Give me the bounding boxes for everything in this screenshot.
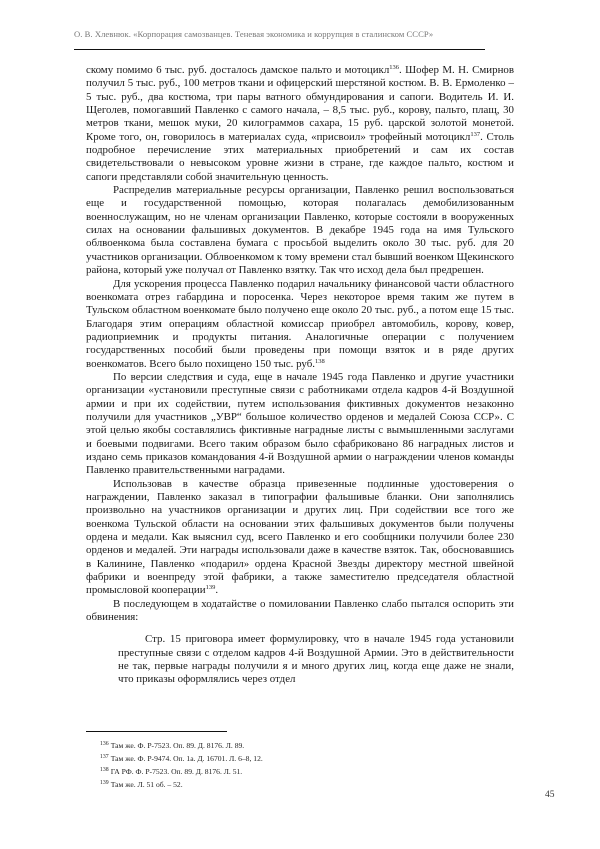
paragraph-3: Для ускорения процесса Павленко подарил начальнику финансовой части областного военкомата отрез габардина и поросенка. Через некоторое время таким же путем в Тульском областном военкомате было получено еще около 20 тыс. руб., а потом еще 15 тыс. Благодаря этим операциям областной комиссар приобрел автомобиль, корову, ковер, радиоприемник и продукты питания. Аналогичные операции с получением государственных пособий были проведены при помощи взяток и в ряде других военкоматов. Всего было похищено 150 тыс. руб.$^{138}$ bbox=[86, 277, 514, 370]
page-number: 45 bbox=[545, 790, 555, 800]
running-header: О. В. Хлевнюк. «Корпорация самозванцев. Теневая экономика и коррупция в сталинском СССР» bbox=[74, 29, 434, 39]
footnote-137: $^{137}$ Там же. Ф. Р-9474. Оп. 1а. Д. 16701. Л. 6–8, 12. bbox=[100, 753, 263, 763]
footnote-rule bbox=[86, 731, 227, 732]
paragraph-6: В последующем в ходатайстве о помиловании Павленко слабо пытался оспорить эти обвинения: bbox=[86, 597, 514, 624]
paragraph-1: скому помимо 6 тыс. руб. досталось дамское пальто и мотоцикл$^{136}$. Шофер М. Н. Смирнов получил 5 тыс. руб., 100 метров ткани и офицерский шерстяной костюм. В. В. Ермоленко – 5 тыс. руб., два костюма, три пары ватного обмундирования и сапоги. Водитель И. И. Щеголев, помогавший Павленко с самого начала, – 8,5 тыс. руб., корову, пальто, плащ, 30 метров ткани, мешок муки, 20 килограммов сахара, 15 руб. царской золотой монетой. Кроме того, он, говорилось в материалах суда, «присвоил» трофейный мотоцикл$^{137}$. Столь подробное перечисление этих материальных приобретений и сам их состав свидетельствовали о невысоком уровне жизни в стране, где каждое пальто, костюм и сапоги представляли собой значительную ценность. bbox=[86, 64, 514, 183]
header-rule bbox=[74, 49, 485, 50]
footnote-ref-138[interactable]: 138 bbox=[314, 357, 325, 365]
footnote-136: $^{136}$ Там же. Ф. Р-7523. Оп. 89. Д. 8176. Л. 89. bbox=[100, 741, 245, 750]
footnotes bbox=[100, 740, 263, 792]
paragraph-2: Распределив материальные ресурсы организации, Павленко решил воспользоваться еще и государственной помощью, которая полагалась демобилизованным военнослужащим, но не членам организации Павленко, которые состояли в вооруженных силах на основании фальшивых документов. В декабре 1945 года на имя Тульского облвоенкома была составлена бумага с просьбой выделить около 30 тыс. руб. для 20 участников организации. Облвоенкомом к тому времени стал бывший военком Щекинского района, который уже получал от Павленко взятку. Так что исход дела был предрешен. bbox=[86, 184, 514, 277]
footnote-ref-139[interactable]: 139 bbox=[205, 584, 216, 592]
footnote-138: $^{138}$ ГА РФ. Ф. Р-7523. Оп. 89. Д. 8176. Л. 51. bbox=[100, 766, 243, 776]
footnote-ref-136[interactable]: 136 bbox=[389, 64, 400, 71]
footnote-139: $^{139}$ Там же. Л. 51 об. – 52. bbox=[100, 779, 183, 789]
footnote-ref-137[interactable]: 137 bbox=[470, 130, 481, 138]
main-text bbox=[86, 64, 514, 687]
paragraph-5: Использовав в качестве образца привезенные подлинные удостоверения о награждении, Павленко заказал в типографии фальшивые бланки. Они заполнялись произвольно на участников организации и других лиц. При содействии все того же военкома Тульской области на основании этих фальшивых документов были получены ордена и медали. Как выяснил суд, всего Павленко и его сообщники получили более 230 орденов и медалей. Эти награды использовали даже в качестве взяток. Так, обосновавшись в Калинине, Павленко «подарил» ордена Красной Звезды директору местной швейной фабрики и военпреду этой фабрики, а также заместителю председателя областной промысловой кооперации$^{139}$. bbox=[86, 477, 514, 597]
block-quote: Стр. 15 приговора имеет формулировку, что в начале 1945 года установили преступные связи с отделом кадров 4-й Воздушной Армии. Это в действительности не так, первые награды получили я и много других лиц, когда еще даже не знали, что приказы оформлялись через отдел bbox=[118, 633, 514, 686]
paragraph-4: По версии следствия и суда, еще в начале 1945 года Павленко и другие участники организации «установили преступные связи с работниками отдела кадров 4-й Воздушной армии и при их содействии, путем использования фиктивных документов незаконно получили для участников „УВР“ большое количество орденов и медалей Союза ССР». С этой целью якобы составлялись фиктивные наградные листы с вымышленными заслугами и боевыми подвигами. Всего таким образом было сфабриковано 86 наградных листов и издано семь приказов командования 4-й Воздушной армии о награждении членов команды Павленко правительственными наградами. bbox=[86, 370, 514, 477]
